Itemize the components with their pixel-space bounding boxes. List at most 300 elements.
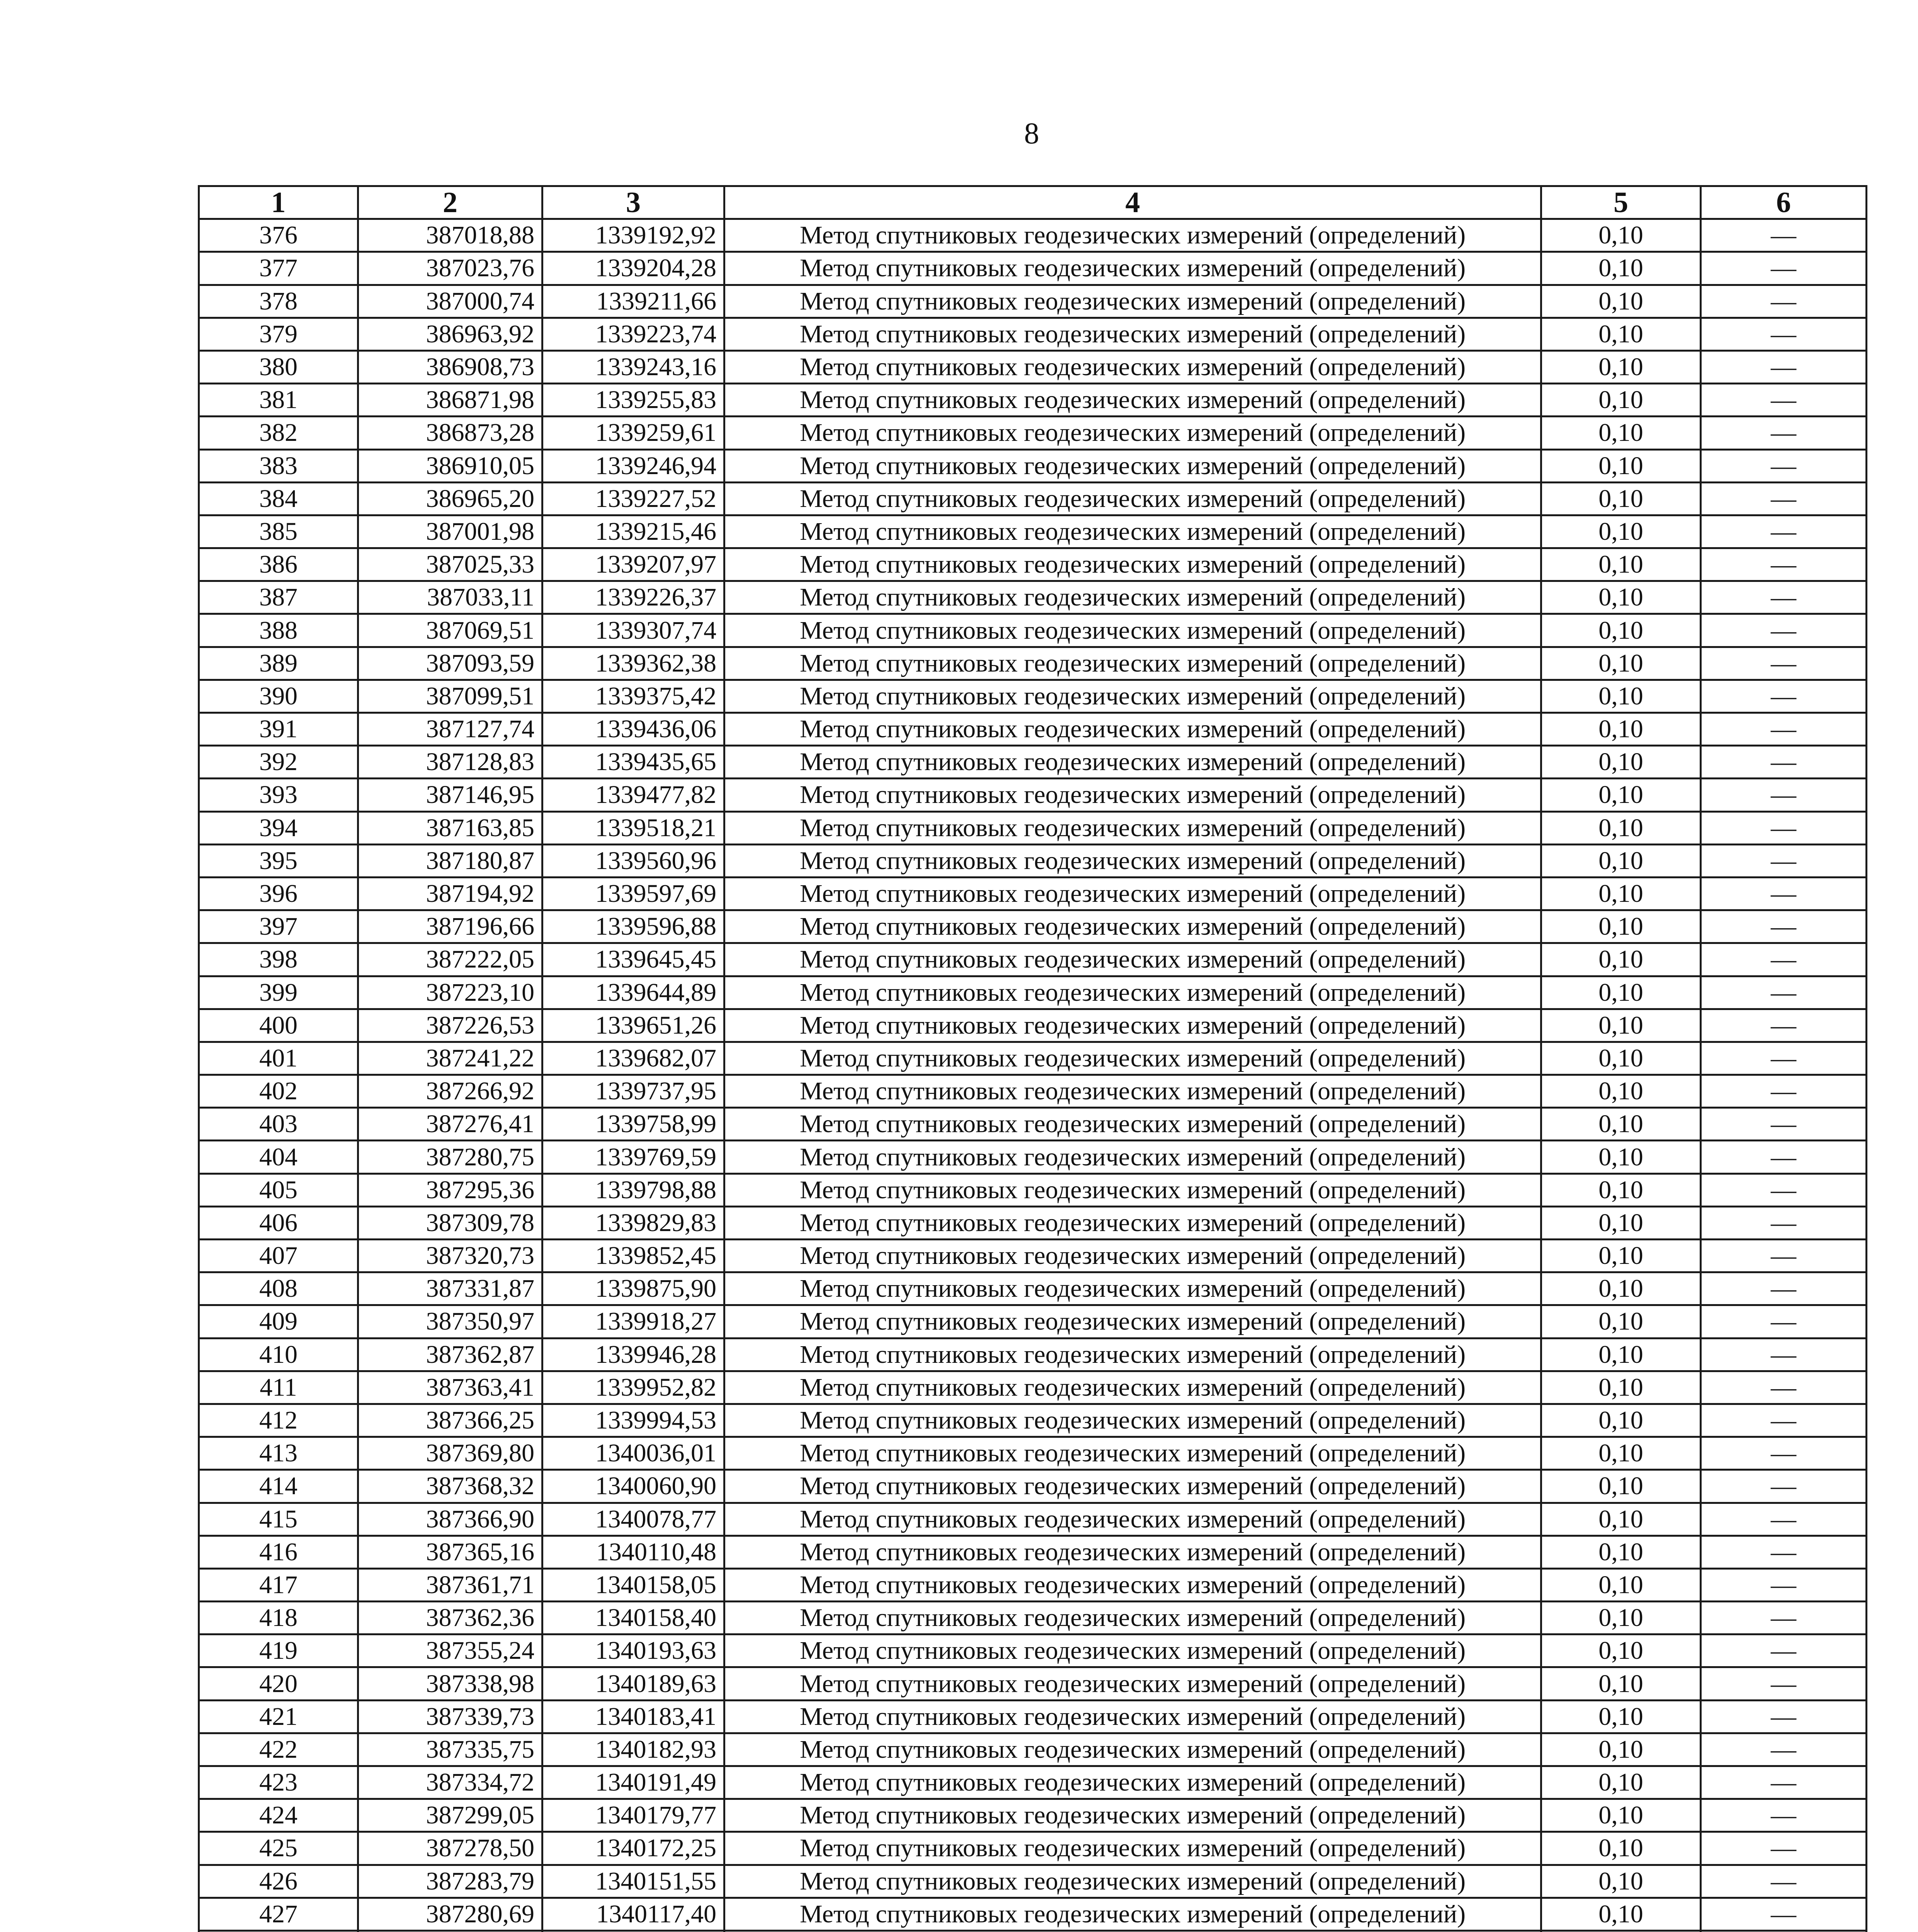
x-coordinate-cell: 387283,79 bbox=[358, 1865, 542, 1898]
accuracy-cell: 0,10 bbox=[1541, 1141, 1701, 1173]
column-header: 5 bbox=[1541, 186, 1701, 219]
point-number-cell: 384 bbox=[199, 482, 358, 515]
x-coordinate-cell: 386871,98 bbox=[358, 384, 542, 417]
point-number-cell: 421 bbox=[199, 1700, 358, 1733]
y-coordinate-cell: 1339645,45 bbox=[542, 943, 724, 976]
point-number-cell: 424 bbox=[199, 1799, 358, 1832]
point-number-cell: 376 bbox=[199, 219, 358, 252]
note-cell: — bbox=[1701, 647, 1867, 680]
x-coordinate-cell: 387276,41 bbox=[358, 1108, 542, 1141]
x-coordinate-cell: 387222,05 bbox=[358, 943, 542, 976]
point-number-cell: 385 bbox=[199, 515, 358, 548]
accuracy-cell: 0,10 bbox=[1541, 1536, 1701, 1568]
point-number-cell: 412 bbox=[199, 1404, 358, 1437]
point-number-cell: 420 bbox=[199, 1667, 358, 1700]
accuracy-cell: 0,10 bbox=[1541, 1272, 1701, 1305]
method-cell: Метод спутниковых геодезических измерений (определений) bbox=[724, 482, 1541, 515]
point-number-cell: 408 bbox=[199, 1272, 358, 1305]
note-cell: — bbox=[1701, 1240, 1867, 1272]
table-row bbox=[199, 1108, 1867, 1141]
note-cell: — bbox=[1701, 1667, 1867, 1700]
x-coordinate-cell: 387295,36 bbox=[358, 1173, 542, 1206]
method-cell: Метод спутниковых геодезических измерений (определений) bbox=[724, 252, 1541, 285]
table-row bbox=[199, 1634, 1867, 1667]
table-row bbox=[199, 285, 1867, 318]
x-coordinate-cell: 387223,10 bbox=[358, 976, 542, 1009]
note-cell: — bbox=[1701, 581, 1867, 614]
y-coordinate-cell: 1339204,28 bbox=[542, 252, 724, 285]
accuracy-cell: 0,10 bbox=[1541, 1404, 1701, 1437]
x-coordinate-cell: 387362,36 bbox=[358, 1602, 542, 1634]
accuracy-cell: 0,10 bbox=[1541, 1766, 1701, 1799]
y-coordinate-cell: 1339375,42 bbox=[542, 680, 724, 713]
y-coordinate-cell bbox=[542, 1930, 724, 1932]
point-number-cell: 405 bbox=[199, 1173, 358, 1206]
y-coordinate-cell: 1339769,59 bbox=[542, 1141, 724, 1173]
method-cell: Метод спутниковых геодезических измерений (определений) bbox=[724, 548, 1541, 581]
x-coordinate-cell: 387266,92 bbox=[358, 1075, 542, 1108]
point-number-cell: 427 bbox=[199, 1898, 358, 1930]
note-cell: — bbox=[1701, 1799, 1867, 1832]
note-cell: — bbox=[1701, 1470, 1867, 1503]
y-coordinate-cell: 1340193,63 bbox=[542, 1634, 724, 1667]
point-number-cell: 388 bbox=[199, 614, 358, 647]
x-coordinate-cell: 387334,72 bbox=[358, 1766, 542, 1799]
table-row bbox=[199, 779, 1867, 811]
table-row bbox=[199, 1568, 1867, 1601]
table-row bbox=[199, 877, 1867, 910]
note-cell: — bbox=[1701, 1634, 1867, 1667]
table-row bbox=[199, 548, 1867, 581]
accuracy-cell: 0,10 bbox=[1541, 318, 1701, 350]
accuracy-cell: 0,10 bbox=[1541, 1437, 1701, 1470]
table-row bbox=[199, 811, 1867, 844]
column-header: 4 bbox=[724, 186, 1541, 219]
table-header-row bbox=[199, 186, 1867, 219]
y-coordinate-cell: 1339560,96 bbox=[542, 844, 724, 877]
method-cell: Метод спутниковых геодезических измерений (определений) bbox=[724, 647, 1541, 680]
table-row bbox=[199, 1240, 1867, 1272]
x-coordinate-cell: 387299,05 bbox=[358, 1799, 542, 1832]
method-cell: Метод спутниковых геодезических измерений (определений) bbox=[724, 1437, 1541, 1470]
table-row bbox=[199, 1305, 1867, 1338]
table-row bbox=[199, 318, 1867, 350]
accuracy-cell: 0,10 bbox=[1541, 746, 1701, 779]
y-coordinate-cell: 1339362,38 bbox=[542, 647, 724, 680]
y-coordinate-cell: 1339226,37 bbox=[542, 581, 724, 614]
column-header: 1 bbox=[199, 186, 358, 219]
y-coordinate-cell: 1340110,48 bbox=[542, 1536, 724, 1568]
y-coordinate-cell: 1340172,25 bbox=[542, 1832, 724, 1865]
method-cell: Метод спутниковых геодезических измерений (определений) bbox=[724, 746, 1541, 779]
point-number-cell: 410 bbox=[199, 1338, 358, 1371]
accuracy-cell: 0,10 bbox=[1541, 811, 1701, 844]
x-coordinate-cell: 387338,98 bbox=[358, 1667, 542, 1700]
y-coordinate-cell: 1340036,01 bbox=[542, 1437, 724, 1470]
point-number-cell: 404 bbox=[199, 1141, 358, 1173]
x-coordinate-cell: 387093,59 bbox=[358, 647, 542, 680]
x-coordinate-cell: 387369,80 bbox=[358, 1437, 542, 1470]
y-coordinate-cell: 1339215,46 bbox=[542, 515, 724, 548]
method-cell: Метод спутниковых геодезических измерений (определений) bbox=[724, 910, 1541, 943]
method-cell: Метод спутниковых геодезических измерений (определений) bbox=[724, 1799, 1541, 1832]
point-number-cell: 392 bbox=[199, 746, 358, 779]
x-coordinate-cell: 387339,73 bbox=[358, 1700, 542, 1733]
y-coordinate-cell: 1340179,77 bbox=[542, 1799, 724, 1832]
x-coordinate-cell: 386873,28 bbox=[358, 417, 542, 449]
point-number-cell: 397 bbox=[199, 910, 358, 943]
y-coordinate-cell: 1339435,65 bbox=[542, 746, 724, 779]
method-cell: Метод спутниковых геодезических измерений (определений) bbox=[724, 515, 1541, 548]
method-cell: Метод спутниковых геодезических измерений (определений) bbox=[724, 1832, 1541, 1865]
point-number-cell: 415 bbox=[199, 1503, 358, 1536]
y-coordinate-cell: 1339477,82 bbox=[542, 779, 724, 811]
y-coordinate-cell: 1339682,07 bbox=[542, 1042, 724, 1075]
method-cell: Метод спутниковых геодезических измерений (определений) bbox=[724, 1404, 1541, 1437]
table-row bbox=[199, 614, 1867, 647]
accuracy-cell: 0,10 bbox=[1541, 1470, 1701, 1503]
x-coordinate-cell: 387099,51 bbox=[358, 680, 542, 713]
accuracy-cell: 0,10 bbox=[1541, 449, 1701, 482]
method-cell: Метод спутниковых геодезических измерений (определений) bbox=[724, 384, 1541, 417]
x-coordinate-cell: 387163,85 bbox=[358, 811, 542, 844]
accuracy-cell: 0,10 bbox=[1541, 1634, 1701, 1667]
method-cell: Метод спутниковых геодезических измерений (определений) bbox=[724, 1305, 1541, 1338]
note-cell: — bbox=[1701, 1437, 1867, 1470]
note-cell: — bbox=[1701, 1832, 1867, 1865]
table-row bbox=[199, 1865, 1867, 1898]
method-cell: Метод спутниковых геодезических измерений (определений) bbox=[724, 1141, 1541, 1173]
method-cell: Метод спутниковых геодезических измерений (определений) bbox=[724, 614, 1541, 647]
point-number-cell: 426 bbox=[199, 1865, 358, 1898]
table-row bbox=[199, 1371, 1867, 1404]
y-coordinate-cell: 1339227,52 bbox=[542, 482, 724, 515]
x-coordinate-cell: 387368,32 bbox=[358, 1470, 542, 1503]
table-row bbox=[199, 449, 1867, 482]
x-coordinate-cell: 387000,74 bbox=[358, 285, 542, 318]
accuracy-cell: 0,10 bbox=[1541, 1733, 1701, 1766]
table-row bbox=[199, 746, 1867, 779]
y-coordinate-cell: 1340158,40 bbox=[542, 1602, 724, 1634]
table-row bbox=[199, 1173, 1867, 1206]
accuracy-cell: 0,10 bbox=[1541, 910, 1701, 943]
x-coordinate-cell: 387280,75 bbox=[358, 1141, 542, 1173]
table-row bbox=[199, 417, 1867, 449]
accuracy-cell: 0,10 bbox=[1541, 1305, 1701, 1338]
note-cell: — bbox=[1701, 877, 1867, 910]
y-coordinate-cell: 1340191,49 bbox=[542, 1766, 724, 1799]
x-coordinate-cell: 387226,53 bbox=[358, 1009, 542, 1042]
note-cell: — bbox=[1701, 910, 1867, 943]
point-number-cell: 402 bbox=[199, 1075, 358, 1108]
x-coordinate-cell: 386963,92 bbox=[358, 318, 542, 350]
table-row bbox=[199, 1437, 1867, 1470]
accuracy-cell: 0,10 bbox=[1541, 581, 1701, 614]
method-cell: Метод спутниковых геодезических измерений (определений) bbox=[724, 1108, 1541, 1141]
method-cell: Метод спутниковых геодезических измерений (определений) bbox=[724, 350, 1541, 383]
table-row bbox=[199, 1075, 1867, 1108]
point-number-cell: 394 bbox=[199, 811, 358, 844]
accuracy-cell: 0,10 bbox=[1541, 1108, 1701, 1141]
note-cell: — bbox=[1701, 1108, 1867, 1141]
method-cell: Метод спутниковых геодезических измерений (определений) bbox=[724, 1042, 1541, 1075]
accuracy-cell: 0,10 bbox=[1541, 877, 1701, 910]
y-coordinate-cell: 1339597,69 bbox=[542, 877, 724, 910]
point-number-cell: 378 bbox=[199, 285, 358, 318]
x-coordinate-cell: 386965,20 bbox=[358, 482, 542, 515]
point-number-cell: 381 bbox=[199, 384, 358, 417]
method-cell: Метод спутниковых геодезических измерений (определений) bbox=[724, 943, 1541, 976]
accuracy-cell: 0,10 bbox=[1541, 844, 1701, 877]
note-cell: — bbox=[1701, 1042, 1867, 1075]
note-cell: — bbox=[1701, 1009, 1867, 1042]
point-number-cell: 423 bbox=[199, 1766, 358, 1799]
y-coordinate-cell: 1339946,28 bbox=[542, 1338, 724, 1371]
coordinates-table bbox=[198, 185, 1867, 1932]
method-cell: Метод спутниковых геодезических измерений (определений) bbox=[724, 1240, 1541, 1272]
page-number: 8 bbox=[1024, 116, 1039, 150]
point-number-cell: 396 bbox=[199, 877, 358, 910]
method-cell: Метод спутниковых геодезических измерений (определений) bbox=[724, 581, 1541, 614]
point-number-cell: 386 bbox=[199, 548, 358, 581]
method-cell: Метод спутниковых геодезических измерений (определений) bbox=[724, 877, 1541, 910]
y-coordinate-cell: 1339875,90 bbox=[542, 1272, 724, 1305]
method-cell: Метод спутниковых геодезических измерений (определений) bbox=[724, 1075, 1541, 1108]
table-row bbox=[199, 1042, 1867, 1075]
note-cell: — bbox=[1701, 1568, 1867, 1601]
table-row bbox=[199, 1898, 1867, 1930]
accuracy-cell: 0,10 bbox=[1541, 1898, 1701, 1930]
table-row bbox=[199, 844, 1867, 877]
table-row bbox=[199, 515, 1867, 548]
point-number-cell bbox=[199, 1930, 358, 1932]
method-cell: Метод спутниковых геодезических измерений (определений) bbox=[724, 219, 1541, 252]
x-coordinate-cell: 387033,11 bbox=[358, 581, 542, 614]
accuracy-cell: 0,10 bbox=[1541, 482, 1701, 515]
x-coordinate-cell bbox=[358, 1930, 542, 1932]
table-row bbox=[199, 1536, 1867, 1568]
table-row bbox=[199, 1503, 1867, 1536]
method-cell: Метод спутниковых геодезических измерений (определений) bbox=[724, 713, 1541, 746]
accuracy-cell: 0,10 bbox=[1541, 285, 1701, 318]
method-cell: Метод спутниковых геодезических измерений (определений) bbox=[724, 1568, 1541, 1601]
note-cell: — bbox=[1701, 1733, 1867, 1766]
note-cell: — bbox=[1701, 713, 1867, 746]
note-cell: — bbox=[1701, 1766, 1867, 1799]
accuracy-cell: 0,10 bbox=[1541, 1338, 1701, 1371]
table-row bbox=[199, 581, 1867, 614]
table-row bbox=[199, 943, 1867, 976]
point-number-cell: 413 bbox=[199, 1437, 358, 1470]
accuracy-cell: 0,10 bbox=[1541, 548, 1701, 581]
point-number-cell: 383 bbox=[199, 449, 358, 482]
accuracy-cell bbox=[1541, 1930, 1701, 1932]
point-number-cell: 399 bbox=[199, 976, 358, 1009]
note-cell: — bbox=[1701, 1371, 1867, 1404]
y-coordinate-cell: 1340078,77 bbox=[542, 1503, 724, 1536]
y-coordinate-cell: 1339829,83 bbox=[542, 1206, 724, 1239]
accuracy-cell: 0,10 bbox=[1541, 1832, 1701, 1865]
accuracy-cell: 0,10 bbox=[1541, 252, 1701, 285]
x-coordinate-cell: 387128,83 bbox=[358, 746, 542, 779]
x-coordinate-cell: 387366,90 bbox=[358, 1503, 542, 1536]
column-header: 3 bbox=[542, 186, 724, 219]
accuracy-cell: 0,10 bbox=[1541, 943, 1701, 976]
point-number-cell: 391 bbox=[199, 713, 358, 746]
x-coordinate-cell: 387241,22 bbox=[358, 1042, 542, 1075]
note-cell: — bbox=[1701, 1206, 1867, 1239]
x-coordinate-cell: 387365,16 bbox=[358, 1536, 542, 1568]
table-row bbox=[199, 1930, 1867, 1932]
method-cell: Метод спутниковых геодезических измерений (определений) bbox=[724, 449, 1541, 482]
point-number-cell: 401 bbox=[199, 1042, 358, 1075]
x-coordinate-cell: 387146,95 bbox=[358, 779, 542, 811]
note-cell: — bbox=[1701, 976, 1867, 1009]
note-cell: — bbox=[1701, 350, 1867, 383]
x-coordinate-cell: 387069,51 bbox=[358, 614, 542, 647]
point-number-cell: 418 bbox=[199, 1602, 358, 1634]
x-coordinate-cell: 387366,25 bbox=[358, 1404, 542, 1437]
y-coordinate-cell: 1339207,97 bbox=[542, 548, 724, 581]
accuracy-cell: 0,10 bbox=[1541, 614, 1701, 647]
point-number-cell: 416 bbox=[199, 1536, 358, 1568]
accuracy-cell: 0,10 bbox=[1541, 1865, 1701, 1898]
accuracy-cell: 0,10 bbox=[1541, 384, 1701, 417]
y-coordinate-cell: 1339852,45 bbox=[542, 1240, 724, 1272]
point-number-cell: 379 bbox=[199, 318, 358, 350]
point-number-cell: 411 bbox=[199, 1371, 358, 1404]
accuracy-cell: 0,10 bbox=[1541, 1700, 1701, 1733]
table-row bbox=[199, 1404, 1867, 1437]
table-row bbox=[199, 219, 1867, 252]
x-coordinate-cell: 387309,78 bbox=[358, 1206, 542, 1239]
note-cell bbox=[1701, 1930, 1867, 1932]
method-cell: Метод спутниковых геодезических измерений (определений) bbox=[724, 285, 1541, 318]
point-number-cell: 403 bbox=[199, 1108, 358, 1141]
y-coordinate-cell: 1339243,16 bbox=[542, 350, 724, 383]
accuracy-cell: 0,10 bbox=[1541, 1602, 1701, 1634]
y-coordinate-cell: 1340189,63 bbox=[542, 1667, 724, 1700]
accuracy-cell: 0,10 bbox=[1541, 976, 1701, 1009]
y-coordinate-cell: 1339994,53 bbox=[542, 1404, 724, 1437]
point-number-cell: 380 bbox=[199, 350, 358, 383]
table-row bbox=[199, 252, 1867, 285]
method-cell: Метод спутниковых геодезических измерений (определений) bbox=[724, 1009, 1541, 1042]
y-coordinate-cell: 1339259,61 bbox=[542, 417, 724, 449]
x-coordinate-cell: 387127,74 bbox=[358, 713, 542, 746]
y-coordinate-cell: 1340060,90 bbox=[542, 1470, 724, 1503]
note-cell: — bbox=[1701, 1141, 1867, 1173]
point-number-cell: 400 bbox=[199, 1009, 358, 1042]
table-row bbox=[199, 350, 1867, 383]
accuracy-cell: 0,10 bbox=[1541, 1568, 1701, 1601]
table-body bbox=[199, 219, 1867, 1932]
note-cell: — bbox=[1701, 779, 1867, 811]
accuracy-cell: 0,10 bbox=[1541, 1799, 1701, 1832]
y-coordinate-cell: 1339737,95 bbox=[542, 1075, 724, 1108]
method-cell: Метод спутниковых геодезических измерений (определений) bbox=[724, 1700, 1541, 1733]
point-number-cell: 390 bbox=[199, 680, 358, 713]
x-coordinate-cell: 386908,73 bbox=[358, 350, 542, 383]
x-coordinate-cell: 387023,76 bbox=[358, 252, 542, 285]
note-cell: — bbox=[1701, 449, 1867, 482]
table-row bbox=[199, 1832, 1867, 1865]
table-row bbox=[199, 1766, 1867, 1799]
note-cell: — bbox=[1701, 1536, 1867, 1568]
accuracy-cell: 0,10 bbox=[1541, 1240, 1701, 1272]
note-cell: — bbox=[1701, 1700, 1867, 1733]
note-cell: — bbox=[1701, 417, 1867, 449]
method-cell: Метод спутниковых геодезических измерений (определений) bbox=[724, 1766, 1541, 1799]
y-coordinate-cell: 1339436,06 bbox=[542, 713, 724, 746]
x-coordinate-cell: 387025,33 bbox=[358, 548, 542, 581]
note-cell: — bbox=[1701, 1602, 1867, 1634]
y-coordinate-cell: 1339518,21 bbox=[542, 811, 724, 844]
method-cell: Метод спутниковых геодезических измерений (определений) bbox=[724, 417, 1541, 449]
point-number-cell: 417 bbox=[199, 1568, 358, 1601]
y-coordinate-cell: 1340182,93 bbox=[542, 1733, 724, 1766]
y-coordinate-cell: 1340151,55 bbox=[542, 1865, 724, 1898]
y-coordinate-cell: 1339246,94 bbox=[542, 449, 724, 482]
column-header: 6 bbox=[1701, 186, 1867, 219]
method-cell: Метод спутниковых геодезических измерений (определений) bbox=[724, 1865, 1541, 1898]
point-number-cell: 398 bbox=[199, 943, 358, 976]
note-cell: — bbox=[1701, 1898, 1867, 1930]
accuracy-cell: 0,10 bbox=[1541, 417, 1701, 449]
note-cell: — bbox=[1701, 746, 1867, 779]
point-number-cell: 382 bbox=[199, 417, 358, 449]
table-row bbox=[199, 1733, 1867, 1766]
method-cell: Метод спутниковых геодезических измерений (определений) bbox=[724, 1206, 1541, 1239]
table-row bbox=[199, 1206, 1867, 1239]
note-cell: — bbox=[1701, 219, 1867, 252]
note-cell: — bbox=[1701, 1338, 1867, 1371]
accuracy-cell: 0,10 bbox=[1541, 515, 1701, 548]
x-coordinate-cell: 387362,87 bbox=[358, 1338, 542, 1371]
table-row bbox=[199, 680, 1867, 713]
accuracy-cell: 0,10 bbox=[1541, 1371, 1701, 1404]
note-cell: — bbox=[1701, 482, 1867, 515]
point-number-cell: 414 bbox=[199, 1470, 358, 1503]
point-number-cell: 407 bbox=[199, 1240, 358, 1272]
x-coordinate-cell: 387350,97 bbox=[358, 1305, 542, 1338]
note-cell: — bbox=[1701, 1272, 1867, 1305]
note-cell: — bbox=[1701, 614, 1867, 647]
y-coordinate-cell: 1339596,88 bbox=[542, 910, 724, 943]
note-cell: — bbox=[1701, 1173, 1867, 1206]
table-row bbox=[199, 1009, 1867, 1042]
table-row bbox=[199, 482, 1867, 515]
column-header: 2 bbox=[358, 186, 542, 219]
table-row bbox=[199, 976, 1867, 1009]
table-row bbox=[199, 384, 1867, 417]
table-row bbox=[199, 713, 1867, 746]
point-number-cell: 389 bbox=[199, 647, 358, 680]
x-coordinate-cell: 387196,66 bbox=[358, 910, 542, 943]
accuracy-cell: 0,10 bbox=[1541, 219, 1701, 252]
note-cell: — bbox=[1701, 1404, 1867, 1437]
note-cell: — bbox=[1701, 384, 1867, 417]
method-cell: Метод спутниковых геодезических измерений (определений) bbox=[724, 1173, 1541, 1206]
method-cell: Метод спутниковых геодезических измерений (определений) bbox=[724, 1536, 1541, 1568]
y-coordinate-cell: 1339952,82 bbox=[542, 1371, 724, 1404]
y-coordinate-cell: 1339798,88 bbox=[542, 1173, 724, 1206]
point-number-cell: 422 bbox=[199, 1733, 358, 1766]
accuracy-cell: 0,10 bbox=[1541, 1667, 1701, 1700]
accuracy-cell: 0,10 bbox=[1541, 713, 1701, 746]
y-coordinate-cell: 1339918,27 bbox=[542, 1305, 724, 1338]
y-coordinate-cell: 1339211,66 bbox=[542, 285, 724, 318]
